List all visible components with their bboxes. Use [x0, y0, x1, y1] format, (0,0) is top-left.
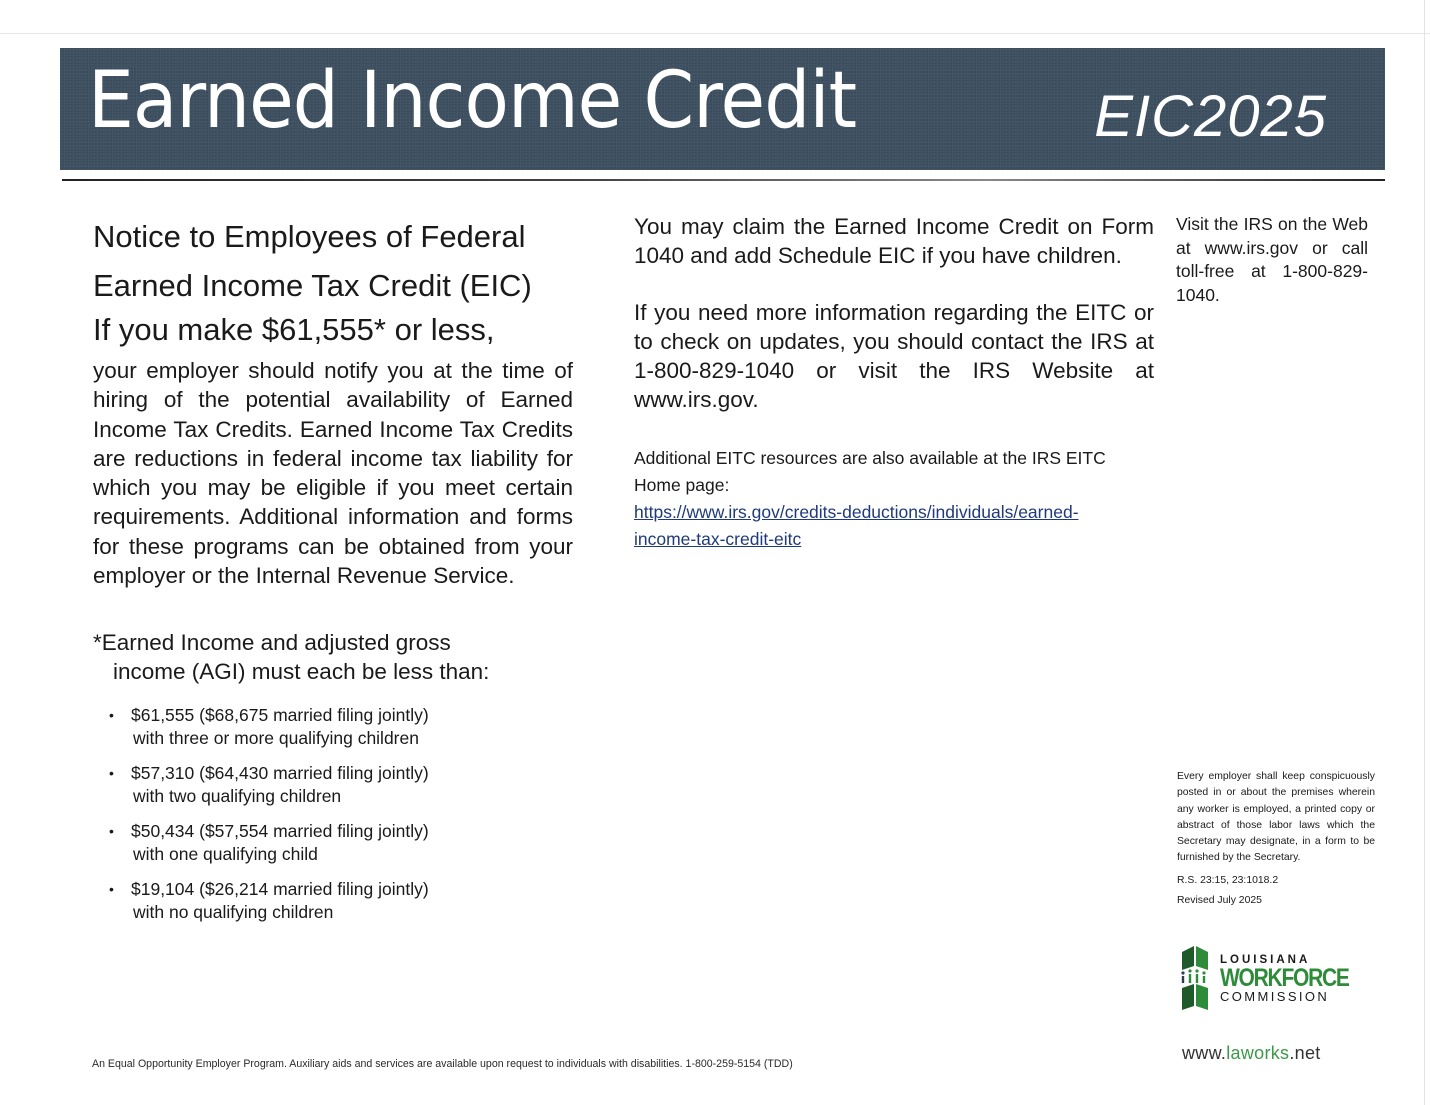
bullet-icon: •	[109, 707, 114, 724]
claim-instructions: You may claim the Earned Income Credit on Form 1040 and add Schedule EIC if you have children.	[634, 214, 1154, 269]
logo-commission: COMMISSION	[1220, 989, 1330, 1004]
resources-text: Additional EITC resources are also available at the IRS EITC Home page:	[634, 447, 1106, 495]
logo-louisiana: LOUISIANA	[1220, 954, 1311, 966]
header-divider	[62, 179, 1385, 181]
limit-amount: $61,555 ($68,675 married filing jointly)	[131, 705, 429, 726]
bullet-icon: •	[109, 823, 114, 840]
income-limit-list	[93, 704, 573, 924]
notice-heading-line2: Earned Income Tax Credit (EIC)	[93, 268, 532, 303]
income-limit-item	[109, 762, 573, 808]
posting-requirement: Every employer shall keep conspicuously posted in or about the premises wherein any worker is employed, a printed copy or abstract of those labor laws which the Secretary may designate, in a form to be furnished by the Secretary.	[1177, 771, 1375, 864]
link-line2: income-tax-credit-eitc	[634, 528, 802, 549]
limit-amount: $19,104 ($26,214 married filing jointly)	[131, 879, 429, 900]
revision-date: Revised July 2025	[1177, 894, 1262, 906]
income-threshold-heading: If you make $61,555* or less,	[93, 312, 495, 347]
lwc-logo	[1180, 944, 1350, 1012]
legal-notice	[1177, 769, 1375, 906]
limit-condition: with three or more qualifying children	[133, 728, 419, 749]
irs-contact-info: If you need more information regarding the EITC or to check on updates, you should contact the IRS at 1-800-829-1040 or visit the IRS Website at www.irs.gov.	[634, 299, 1154, 413]
website-prefix: www.	[1182, 1043, 1227, 1063]
agi-footnote	[93, 628, 555, 686]
income-limit-item	[109, 878, 573, 924]
scan-edge-top	[0, 33, 1430, 34]
equal-opportunity-statement: An Equal Opportunity Employer Program. Auxiliary aids and services are available upon request to individuals with disabilities. 1-800-259-5154 (TDD)	[92, 1058, 793, 1070]
footnote-line1: *Earned Income and adjusted gross	[93, 630, 451, 656]
middle-column	[634, 212, 1154, 553]
website-suffix: .net	[1289, 1043, 1321, 1063]
limit-condition: with no qualifying children	[133, 902, 334, 923]
notice-body: your employer should notify you at the time of hiring of the potential availability of Earned Income Tax Credits. Earned Income Tax Credits are reductions in federal income tax liability for which you may be eligible if you meet certain requirements. Additional information and forms for these programs can be obtained from your employer or the Internal Revenue Service.	[93, 358, 573, 589]
eitc-homepage-link[interactable]	[634, 499, 1154, 553]
notice-heading	[93, 212, 573, 310]
form-code: EIC2025	[1094, 84, 1327, 149]
limit-amount: $57,310 ($64,430 married filing jointly)	[131, 763, 429, 784]
scan-edge-right	[1424, 0, 1425, 1105]
bullet-icon: •	[109, 765, 114, 782]
limit-amount: $50,434 ($57,554 married filing jointly)	[131, 821, 429, 842]
logo-workforce: WORKFORCE	[1220, 964, 1349, 992]
bullet-icon: •	[109, 881, 114, 898]
limit-condition: with two qualifying children	[133, 786, 342, 807]
laworks-website-link[interactable]	[1182, 1043, 1321, 1064]
page-title: Earned Income Credit	[88, 56, 857, 146]
limit-condition: with one qualifying child	[133, 844, 318, 865]
website-domain: laworks	[1226, 1043, 1290, 1063]
notice-heading-line1: Notice to Employees of Federal	[93, 219, 526, 254]
left-column	[93, 212, 573, 936]
statute-reference: R.S. 23:15, 23:1018.2	[1177, 874, 1279, 886]
title-banner	[60, 48, 1385, 170]
right-column	[1176, 213, 1368, 307]
income-limit-item	[109, 704, 573, 750]
income-limit-item	[109, 820, 573, 866]
footnote-line2: income (AGI) must each be less than:	[113, 659, 490, 685]
workforce-logo-icon	[1180, 944, 1210, 1011]
visit-irs-text: Visit the IRS on the Web at www.irs.gov or call toll-free at 1-800-829-1040.	[1176, 214, 1368, 305]
logo-wordmark	[1220, 954, 1373, 1004]
eitc-resources	[634, 445, 1154, 553]
link-line1: https://www.irs.gov/credits-deductions/individuals/earned-	[634, 501, 1079, 522]
